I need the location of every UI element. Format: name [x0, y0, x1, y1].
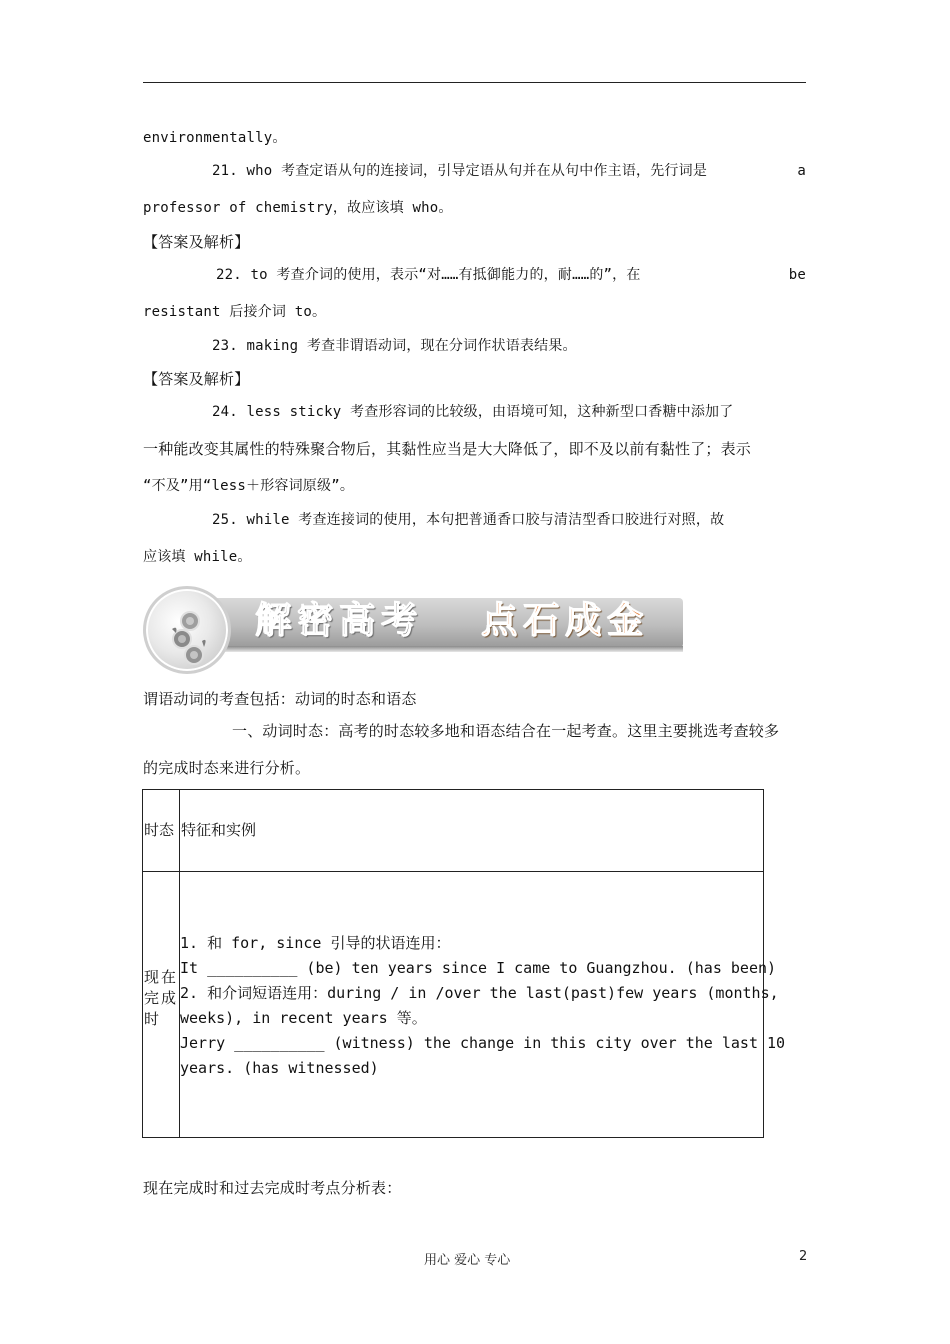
table-header-tense: 时态: [144, 821, 175, 839]
footer-motto: 用心 爱心 专心: [424, 1253, 511, 1268]
answer-24-line3: “不及”用“less＋形容词原级”。: [143, 478, 355, 494]
answer-heading: 【答案及解析】: [143, 370, 250, 388]
table-example-line: Jerry __________ (witness) the change in this city over the last 10: [180, 1034, 786, 1052]
answer-22-line1: [216, 265, 806, 285]
intro-line2: 一、动词时态：高考的时态较多地和语态结合在一起考查。这里主要挑选考查较多: [232, 722, 780, 740]
answer-25-line2: 应该填 while。: [143, 549, 252, 565]
answer-21-line1: [212, 161, 806, 181]
table-example-line: weeks), in recent years 等。: [180, 1009, 427, 1027]
answer-24-line1: 24. less sticky 考查形容词的比较级，由语境可知，这种新型口香糖中添加了: [212, 404, 734, 420]
rose-icon: [164, 607, 212, 669]
banner-emblem: [143, 586, 231, 674]
answer-22-end: be: [788, 267, 806, 283]
answer-23: 23. making 考查非谓语动词，现在分词作状语表结果。: [212, 338, 577, 354]
header-rule: [143, 82, 806, 83]
answer-22-text: 22. to 考查介词的使用，表示“对……有抵御能力的，耐……的”，在: [216, 267, 641, 283]
intro-line3: 的完成时态来进行分析。: [143, 759, 311, 777]
table-tense-label: 现在完成时: [144, 968, 179, 1028]
table-example-line: It __________ (be) ten years since I came to Guangzhou. (has been): [180, 959, 777, 977]
answer-24-line2: 一种能改变其属性的特殊聚合物后，其黏性应当是大大降低了，即不及以前有黏性了；表示: [143, 440, 752, 458]
answer-25-line1: 25. while 考查连接词的使用，本句把普通香口胶与清洁型香口胶进行对照，故: [212, 512, 725, 528]
banner-shadow: [183, 646, 683, 652]
table-divider-horizontal: [143, 871, 763, 872]
tense-table: [142, 789, 786, 1138]
table-header-features: 特征和实例: [181, 821, 257, 839]
table-example-line: years. (has witnessed): [180, 1059, 379, 1077]
banner-title-part1: 解密高考: [255, 600, 424, 641]
answer-heading: 【答案及解析】: [143, 233, 250, 251]
section-banner: [143, 578, 683, 674]
page-number: 2: [799, 1249, 808, 1264]
answer-21-text: 21. who 考查定语从句的连接词，引导定语从句并在从句中作主语，先行词是: [212, 163, 708, 179]
answer-21-end: a: [797, 163, 806, 179]
answer-22-line2: resistant 后接介词 to。: [143, 304, 327, 320]
table-example-line: 2. 和介词短语连用：during / in /over the last(past)few years (months,: [180, 984, 779, 1002]
answer-21-line2: professor of chemistry，故应该填 who。: [143, 200, 453, 216]
after-table-caption: 现在完成时和过去完成时考点分析表：: [143, 1179, 402, 1197]
intro-line1: 谓语动词的考查包括：动词的时态和语态: [143, 690, 417, 708]
table-example-line: 1. 和 for, since 引导的状语连用：: [180, 934, 451, 952]
answer-continuation: environmentally。: [143, 130, 287, 146]
banner-title-part2: 点石成金: [481, 600, 650, 641]
